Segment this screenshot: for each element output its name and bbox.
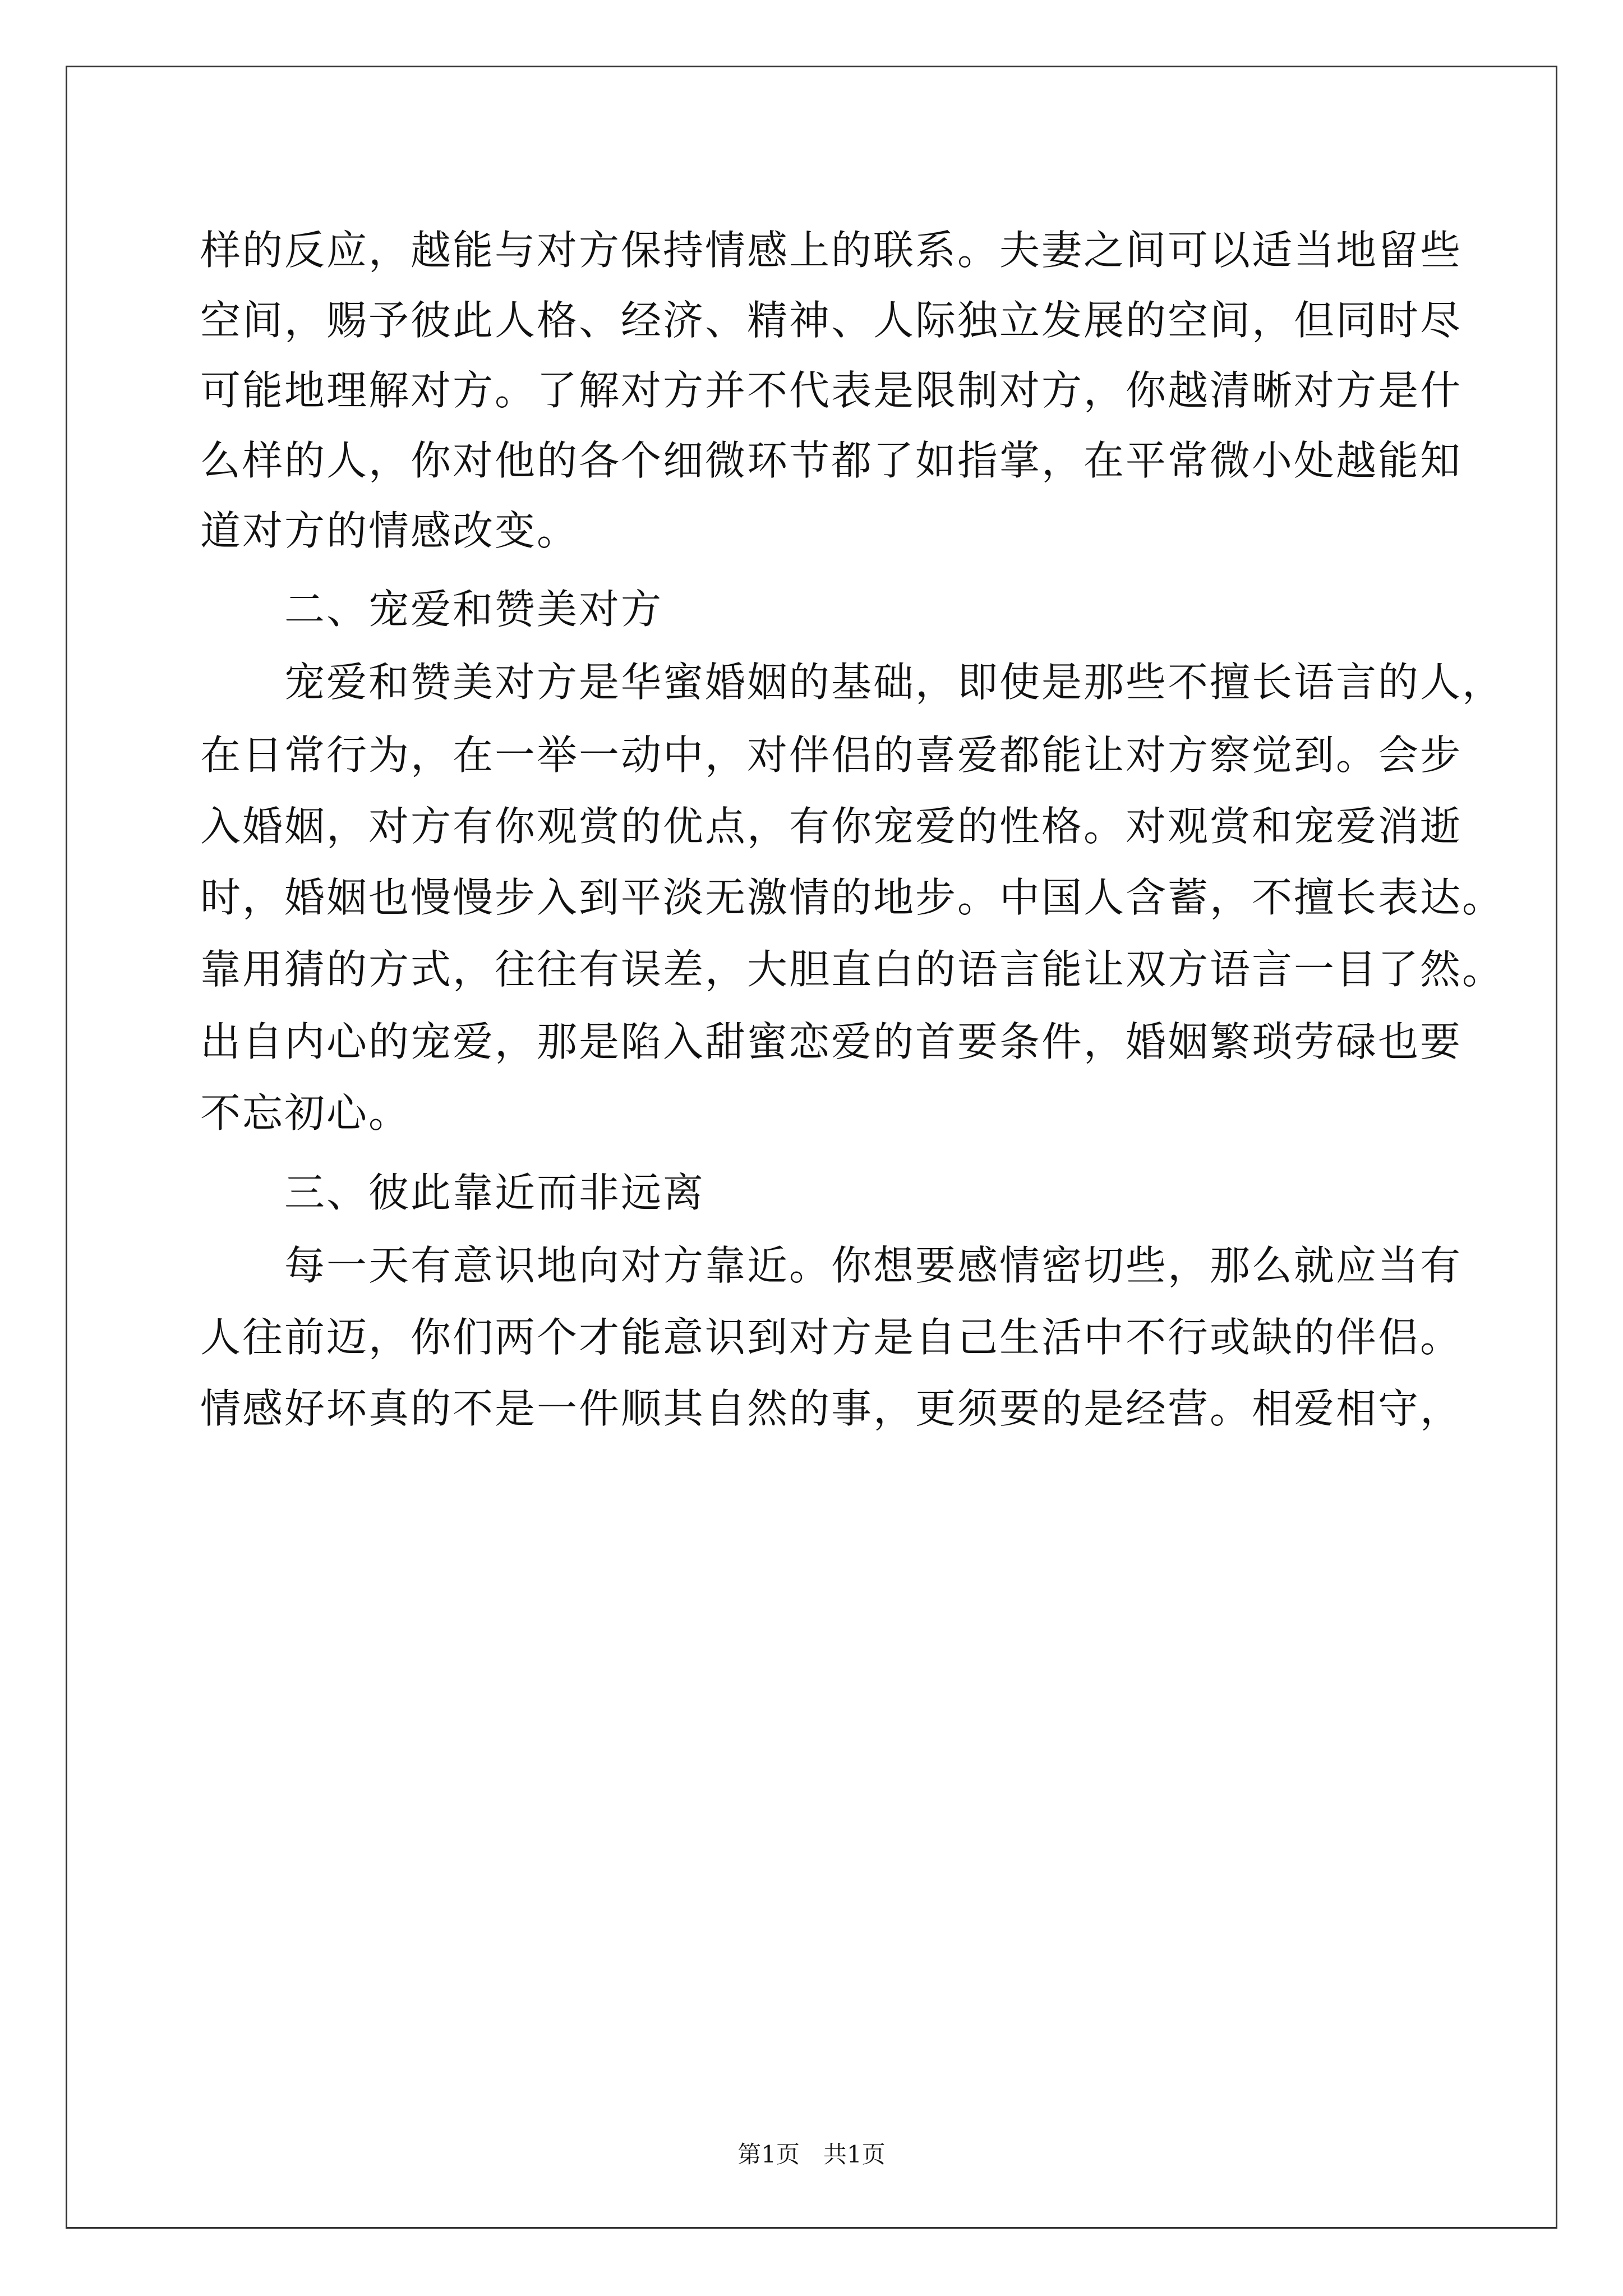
page-number-footer: 第1页 共1页 [737,2141,886,2168]
section-heading: 二、宠爱和赞美对方 [284,586,663,633]
paragraph-line: 不忘初心。 [200,1089,411,1137]
paragraph-line: 可能地理解对方。了解对方并不代表是限制对方，你越清晰对方是什 [200,367,1463,414]
paragraph-line: 样的反应，越能与对方保持情感上的联系。夫妻之间可以适当地留些 [200,227,1463,274]
paragraph-line: 情感好坏真的不是一件顺其自然的事，更须要的是经营。相爱相守， [200,1385,1463,1432]
paragraph-line: 时，婚姻也慢慢步入到平淡无激情的地步。中国人含蓄，不擅长表达。 [200,874,1505,921]
paragraph-line: 出自内心的宠爱，那是陷入甜蜜恋爱的首要条件，婚姻繁琐劳碌也要 [200,1018,1463,1065]
section-heading: 三、彼此靠近而非远离 [284,1169,706,1216]
paragraph-line: 在日常行为，在一举一动中，对伴侣的喜爱都能让对方察觉到。会步 [200,731,1463,779]
paragraph-line: 么样的人，你对他的各个细微环节都了如指掌，在平常微小处越能知 [200,437,1463,484]
paragraph-line: 靠用猜的方式，往往有误差，大胆直白的语言能让双方语言一目了然。 [200,946,1505,993]
paragraph-line: 人往前迈，你们两个才能意识到对方是自己生活中不行或缺的伴侣。 [200,1314,1463,1361]
paragraph-line: 道对方的情感改变。 [200,507,579,554]
paragraph-line: 空间，赐予彼此人格、经济、精神、人际独立发展的空间，但同时尽 [200,297,1463,344]
paragraph-line: 入婚姻，对方有你观赏的优点，有你宠爱的性格。对观赏和宠爱消逝 [200,803,1463,850]
paragraph-line: 每一天有意识地向对方靠近。你想要感情密切些，那么就应当有 [284,1242,1463,1289]
paragraph-line: 宠爱和赞美对方是华蜜婚姻的基础，即使是那些不擅长语言的人， [284,659,1505,706]
